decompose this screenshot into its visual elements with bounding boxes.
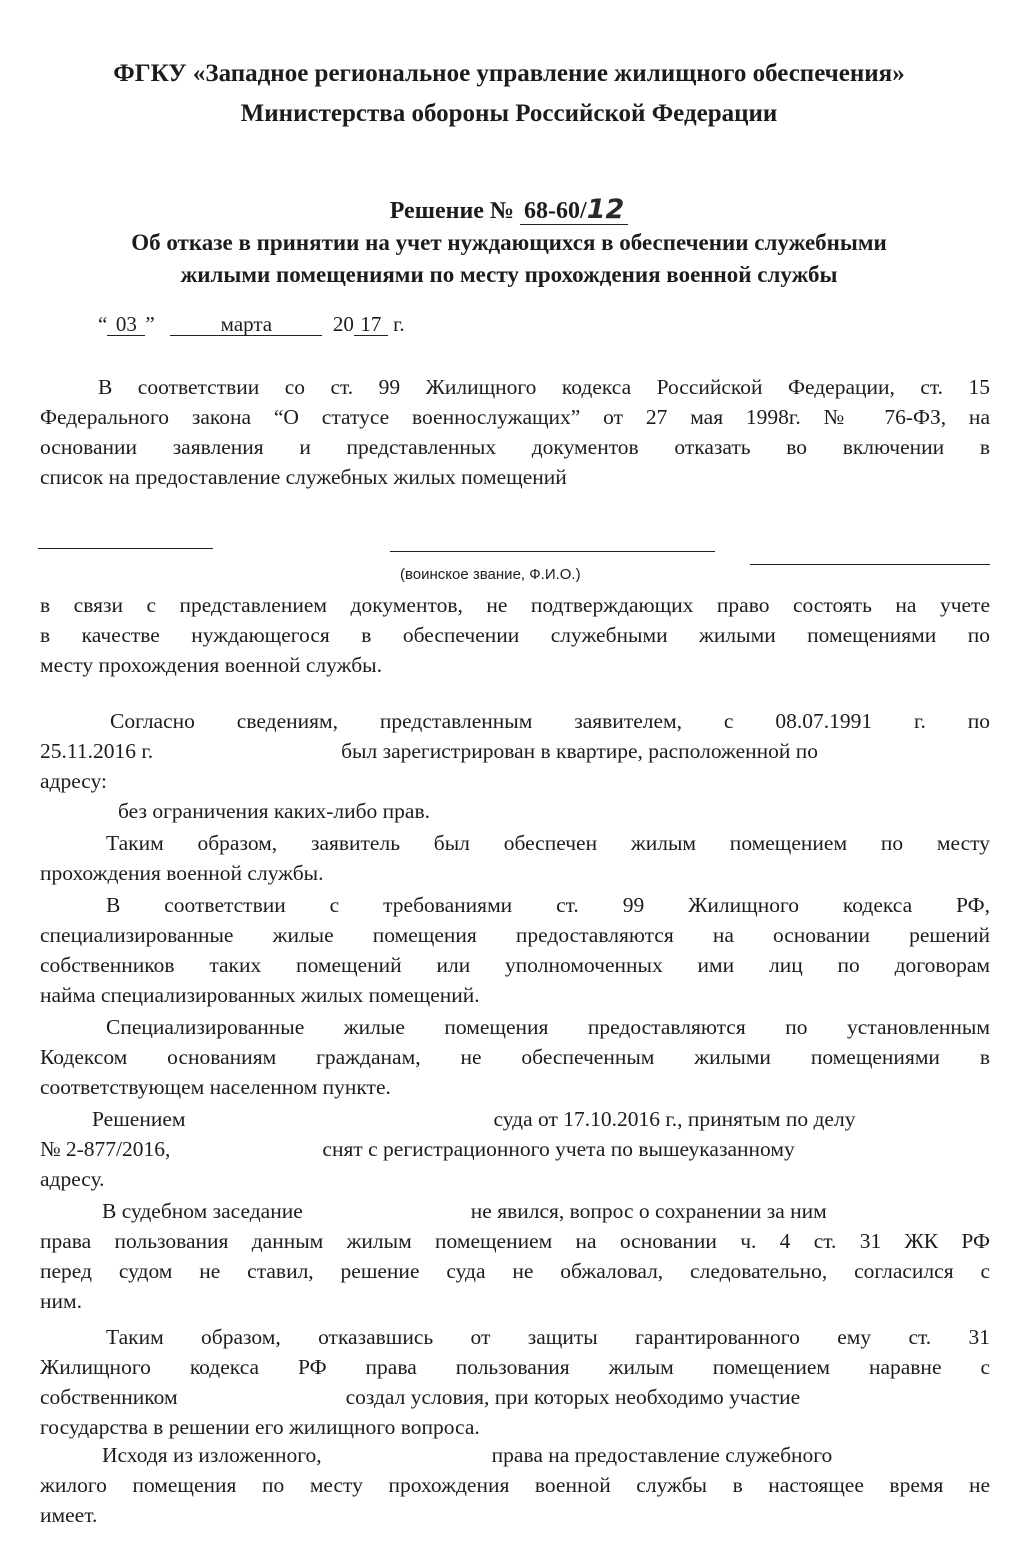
- paragraph-court-session: [40, 1196, 990, 1316]
- decision-number-handwritten: 12: [586, 194, 625, 225]
- text-line: [40, 1196, 990, 1226]
- text-line: без ограничения каких-либо прав.: [118, 799, 430, 823]
- text-line: [40, 1382, 990, 1412]
- text-line: Согласно сведениям, представленным заявителем, с 08.07.1991 г. по: [110, 709, 990, 733]
- paragraph-specialized-housing: [40, 1012, 990, 1102]
- text-line: месту прохождения военной службы.: [40, 653, 382, 677]
- text-line: жилого помещения по месту прохождения военной службы в настоящее время не: [40, 1473, 990, 1497]
- text-line: специализированные жилые помещения предоставляются на основании решений: [40, 923, 990, 947]
- text-line: прохождения военной службы.: [40, 861, 324, 885]
- signature-caption: (воинское звание, Ф.И.О.): [400, 566, 581, 583]
- organization-name: ФГКУ «Западное региональное управление жилищного обеспечения»: [113, 60, 905, 87]
- paragraph-conclusion: [40, 1440, 990, 1530]
- text-line: [40, 1134, 990, 1164]
- paragraph-registration: [40, 706, 990, 796]
- text-line: найма специализированных жилых помещений.: [40, 983, 480, 1007]
- text-segment: В судебном заседание: [102, 1199, 303, 1223]
- text-line: В соответствии с требованиями ст. 99 Жилищного кодекса РФ,: [106, 893, 990, 917]
- text-line: адресу.: [40, 1167, 105, 1191]
- text-line: Кодексом основаниям гражданам, не обеспеченным жилыми помещениями в: [40, 1045, 990, 1069]
- text-line: перед судом не ставил, решение суда не обжаловал, следовательно, согласился с: [40, 1259, 990, 1283]
- text-segment: собственником: [40, 1385, 178, 1409]
- paragraph-legal-basis: [40, 372, 990, 492]
- paragraph-provided-housing: [40, 828, 990, 888]
- text-segment: суда от 17.10.2016 г., принятым по делу: [493, 1107, 856, 1131]
- text-line: [40, 736, 990, 766]
- date-unit: г.: [393, 312, 405, 336]
- blank-line-rank: [38, 548, 213, 549]
- date-day: 03: [107, 313, 145, 336]
- text-line: Жилищного кодекса РФ права пользования жилым помещением наравне с: [40, 1355, 990, 1379]
- text-line: Федерального закона “О статусе военнослужащих” от 27 мая 1998г. № 76-ФЗ, на: [40, 405, 990, 429]
- paragraph-no-restrictions: [40, 796, 990, 826]
- text-line: Таким образом, заявитель был обеспечен жилым помещением по месту: [106, 831, 990, 855]
- blank-line-name: [390, 551, 715, 552]
- text-segment: создал условия, при которых необходимо участие: [345, 1385, 801, 1409]
- decision-label: Решение №: [389, 198, 515, 224]
- decision-number-printed: 68-60/: [524, 198, 587, 224]
- text-line: права пользования данным жилым помещением на основании ч. 4 ст. 31 ЖК РФ: [40, 1229, 990, 1253]
- blank-line-initials: [750, 564, 990, 565]
- text-segment: снят с регистрационного учета по вышеуказанному: [322, 1137, 795, 1161]
- decision-title: [0, 194, 1018, 225]
- decision-subtitle-line-2: жилыми помещениями по месту прохождения военной службы: [180, 262, 838, 287]
- text-segment: 25.11.2016 г.: [40, 739, 154, 763]
- text-line: государства в решении его жилищного вопроса.: [40, 1415, 480, 1439]
- date-open-quote: “: [98, 312, 108, 336]
- decision-number: [520, 194, 628, 225]
- text-line: В соответствии со ст. 99 Жилищного кодекса Российской Федерации, ст. 15: [98, 375, 990, 399]
- text-line: Таким образом, отказавшись от защиты гарантированного ему ст. 31: [106, 1325, 990, 1349]
- ministry-name: Министерства обороны Российской Федерации: [240, 100, 778, 127]
- text-segment: № 2-877/2016,: [40, 1137, 171, 1161]
- text-line: адресу:: [40, 769, 108, 793]
- text-line: в качестве нуждающегося в обеспечении служебными жилыми помещениями по: [40, 623, 990, 647]
- text-segment: Исходя из изложенного,: [102, 1443, 322, 1467]
- text-line: в связи с представлением документов, не подтверждающих право состоять на учете: [40, 593, 990, 617]
- text-segment: Решением: [92, 1107, 186, 1131]
- text-line: [40, 1104, 990, 1134]
- decision-date: [98, 312, 405, 337]
- text-line: имеет.: [40, 1503, 98, 1527]
- text-segment: не явился, вопрос о сохранении за ним: [470, 1199, 827, 1223]
- paragraph-refusal-of-protection: [40, 1322, 990, 1442]
- text-line: основании заявления и представленных документов отказать во включении в: [40, 435, 990, 459]
- decision-subtitle-line-1: Об отказе в принятии на учет нуждающихся в обеспечении служебными: [131, 230, 887, 255]
- text-line: собственников таких помещений или уполномоченных ими лиц по договорам: [40, 953, 990, 977]
- paragraph-reason: [40, 590, 990, 680]
- text-line: [40, 1440, 990, 1470]
- text-segment: был зарегистрирован в квартире, расположенной по: [341, 739, 819, 763]
- text-line: соответствующем населенном пункте.: [40, 1075, 391, 1099]
- date-month: марта: [170, 313, 322, 336]
- text-line: список на предоставление служебных жилых помещений: [40, 465, 567, 489]
- date-year-suffix: 17: [354, 313, 388, 336]
- date-year-prefix: 20: [332, 312, 354, 336]
- paragraph-article-99: [40, 890, 990, 1010]
- text-segment: права на предоставление служебного: [491, 1443, 833, 1467]
- paragraph-court-decision: [40, 1104, 990, 1194]
- text-line: ним.: [40, 1289, 82, 1313]
- text-line: Специализированные жилые помещения предоставляются по установленным: [106, 1015, 990, 1039]
- date-close-quote: ”: [145, 312, 155, 336]
